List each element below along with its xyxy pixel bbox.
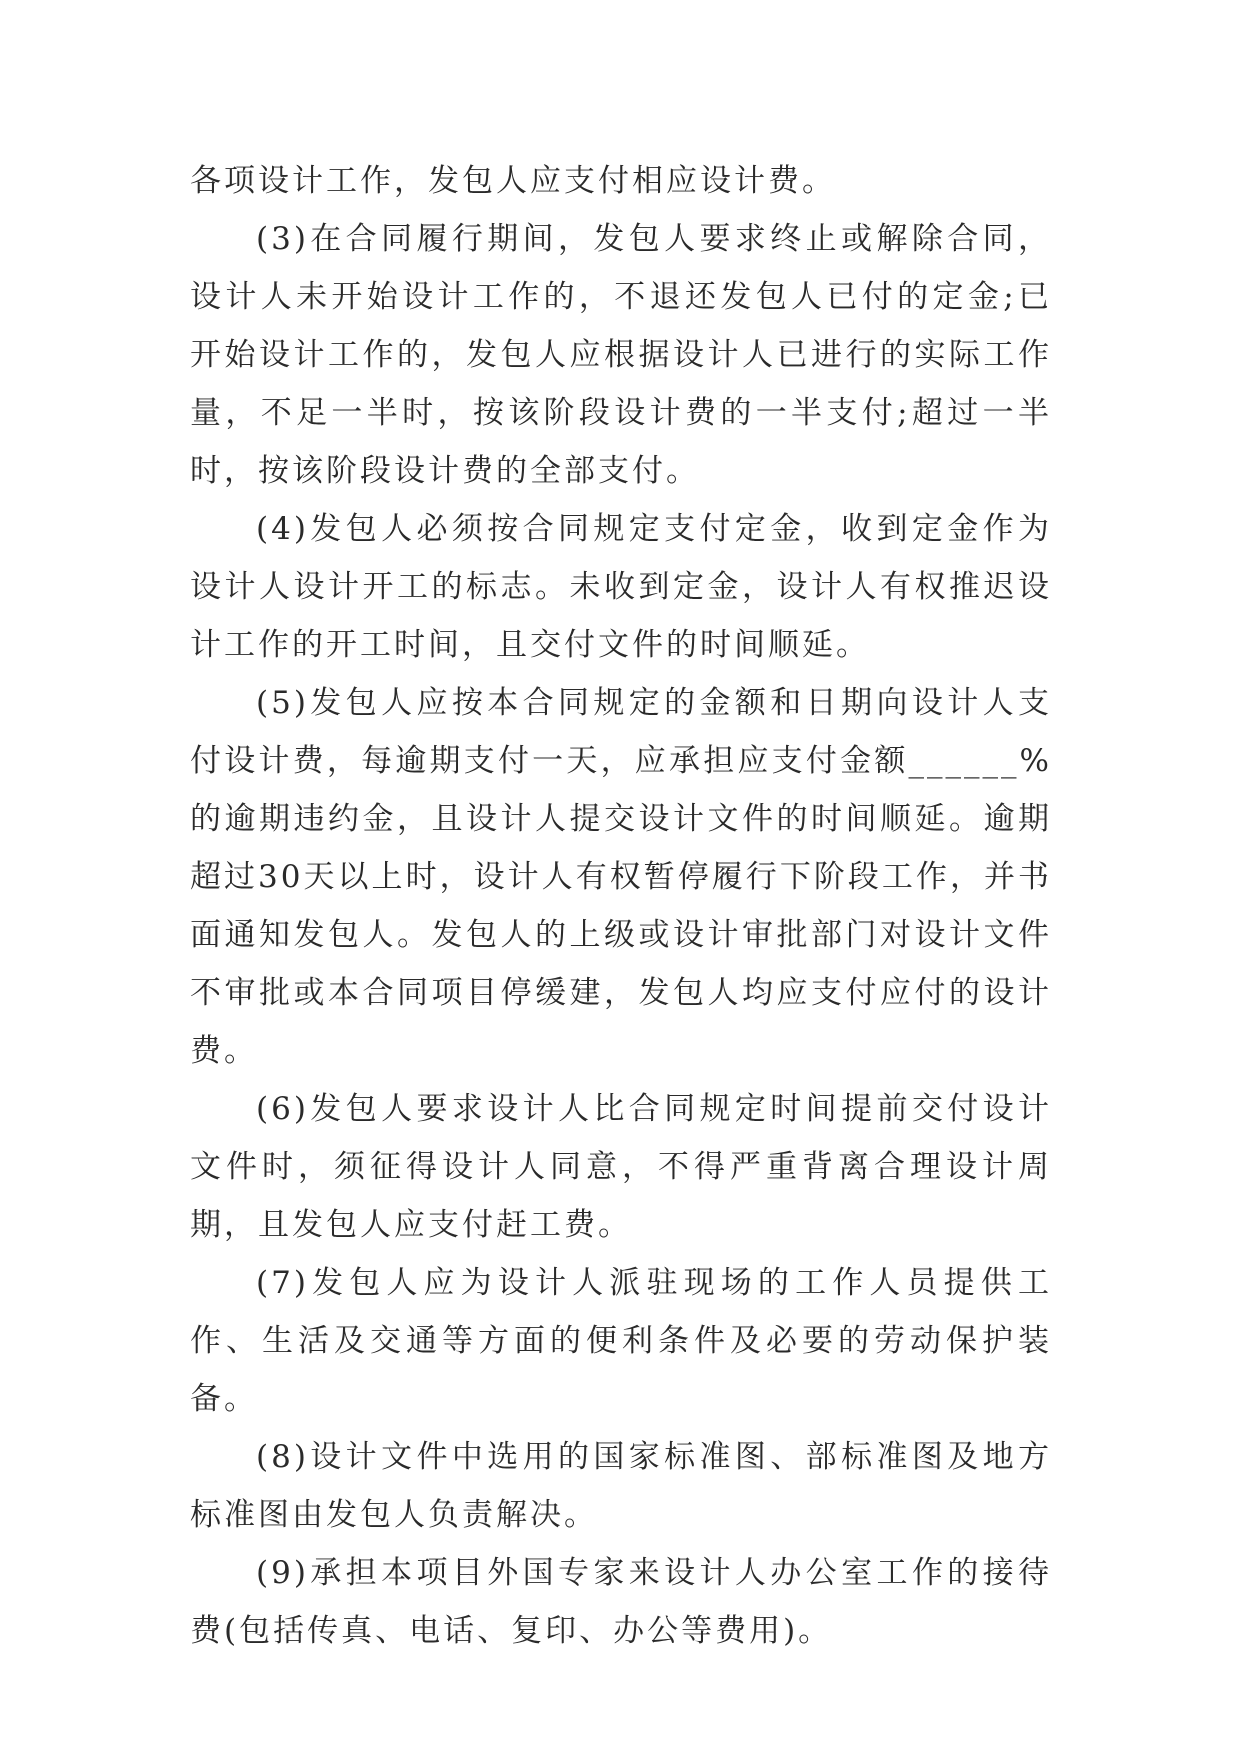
clause-8: (8)设计文件中选用的国家标准图、部标准图及地方标准图由发包人负责解决。: [190, 1439, 1052, 1533]
clause-4: (4)发包人必须按合同规定支付定金，收到定金作为设计人设计开工的标志。未收到定金，设计人有权推迟设计工作的开工时间，且交付文件的时间顺延。: [190, 511, 1052, 663]
document-body: [190, 152, 1052, 1660]
clause-5: (5)发包人应按本合同规定的金额和日期向设计人支付设计费，每逾期支付一天，应承担应支付金额______%的逾期违约金，且设计人提交设计文件的时间顺延。逾期超过30天以上时，设计人有权暂停履行下阶段工作，并书面通知发包人。发包人的上级或设计审批部门对设计文件不审批或本合同项目停缓建，发包人均应支付应付的设计费。: [190, 685, 1052, 1069]
clause-6: (6)发包人要求设计人比合同规定时间提前交付设计文件时，须征得设计人同意，不得严重背离合理设计周期，且发包人应支付赶工费。: [190, 1091, 1052, 1243]
clause-7: (7)发包人应为设计人派驻现场的工作人员提供工作、生活及交通等方面的便利条件及必要的劳动保护装备。: [190, 1265, 1052, 1417]
clause-3: (3)在合同履行期间，发包人要求终止或解除合同，设计人未开始设计工作的，不退还发包人已付的定金;已开始设计工作的，发包人应根据设计人已进行的实际工作量，不足一半时，按该阶段设计费的一半支付;超过一半时，按该阶段设计费的全部支付。: [190, 221, 1052, 489]
paragraph-continued: 各项设计工作，发包人应支付相应设计费。: [190, 163, 836, 199]
clause-9: (9)承担本项目外国专家来设计人办公室工作的接待费(包括传真、电话、复印、办公等费用)。: [190, 1555, 1052, 1649]
